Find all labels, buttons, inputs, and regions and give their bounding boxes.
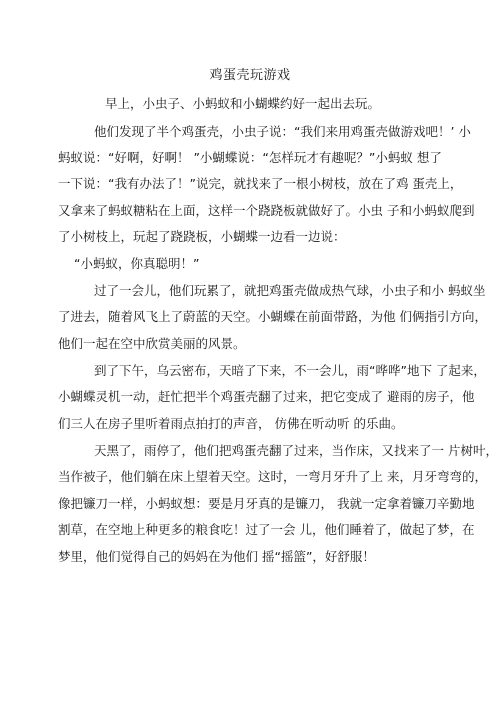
paragraph-line: 他们发现了半个鸡蛋壳，小虫子说：“我们来用鸡蛋壳做游戏吧！’ 小: [94, 124, 471, 139]
paragraph-line: 早上，小虫子、小蚂蚁和小蝴蝶约好一起出去玩。: [105, 96, 381, 111]
paragraph-line: 天黑了，雨停了，他们把鸡蛋壳翻了过来，当作床，又找来了一 片树叶，: [94, 443, 498, 458]
paragraph-line: 小蝴蝶灵机一动，赶忙把半个鸡蛋壳翻了过来，把它变成了 避雨的房子，他: [58, 389, 475, 404]
document-title: 鸡蛋壳玩游戏: [209, 68, 291, 83]
paragraph-line: 梦里，他们觉得自己的妈妈在为他们 摇“摇篮”，好舒服！: [58, 549, 375, 564]
paragraph-line: 了进去，随着风飞上了蔚蓝的天空。小蝴蝶在前面带路，为他 们俩指引方向，: [58, 309, 487, 324]
paragraph-line: 像把镰刀一样，小蚂蚁想：要是月牙真的是镰刀， 我就一定拿着镰刀辛勤地: [58, 496, 475, 511]
paragraph-line: 他们一起在空中欣赏美丽的风景。: [58, 336, 246, 351]
paragraph-line: 了小树枝上，玩起了跷跷板，小蝴蝶一边看一边说：: [58, 229, 346, 244]
paragraph-line: 们三人在房子里听着雨点拍打的声音， 仿佛在听动听 的乐曲。: [58, 416, 404, 431]
paragraph-line: 过了一会儿，他们玩累了，就把鸡蛋壳做成热气球，小虫子和小 蚂蚁坐: [94, 283, 486, 298]
paragraph-line: 又拿来了蚂蚁糖粘在上面，这样一个跷跷板就做好了。小虫 子和小蚂蚁爬到: [58, 203, 475, 218]
paragraph-line: 当作被子，他们躺在床上望着天空。这时，一弯月牙升了上 来，月牙弯弯的，: [58, 469, 487, 484]
paragraph-line: 到了下午，乌云密布，天暗了下来，不一会儿，雨“哗哗”地下 了起来，: [94, 363, 486, 378]
paragraph-line: 蚂蚁说：“好啊，好啊！ ”小蝴蝶说：“怎样玩才有趣呢？”小蚂蚁 想了: [58, 150, 442, 165]
paragraph-line: 一下说：“我有办法了！”说完，就找来了一根小树枝，放在了鸡 蛋壳上，: [58, 176, 463, 191]
paragraph-line: 割草，在空地上种更多的粮食吃！过了一会 儿，他们睡着了，做起了梦，在: [58, 522, 475, 537]
paragraph-line: “小蚂蚁，你真聪明！”: [74, 256, 200, 271]
